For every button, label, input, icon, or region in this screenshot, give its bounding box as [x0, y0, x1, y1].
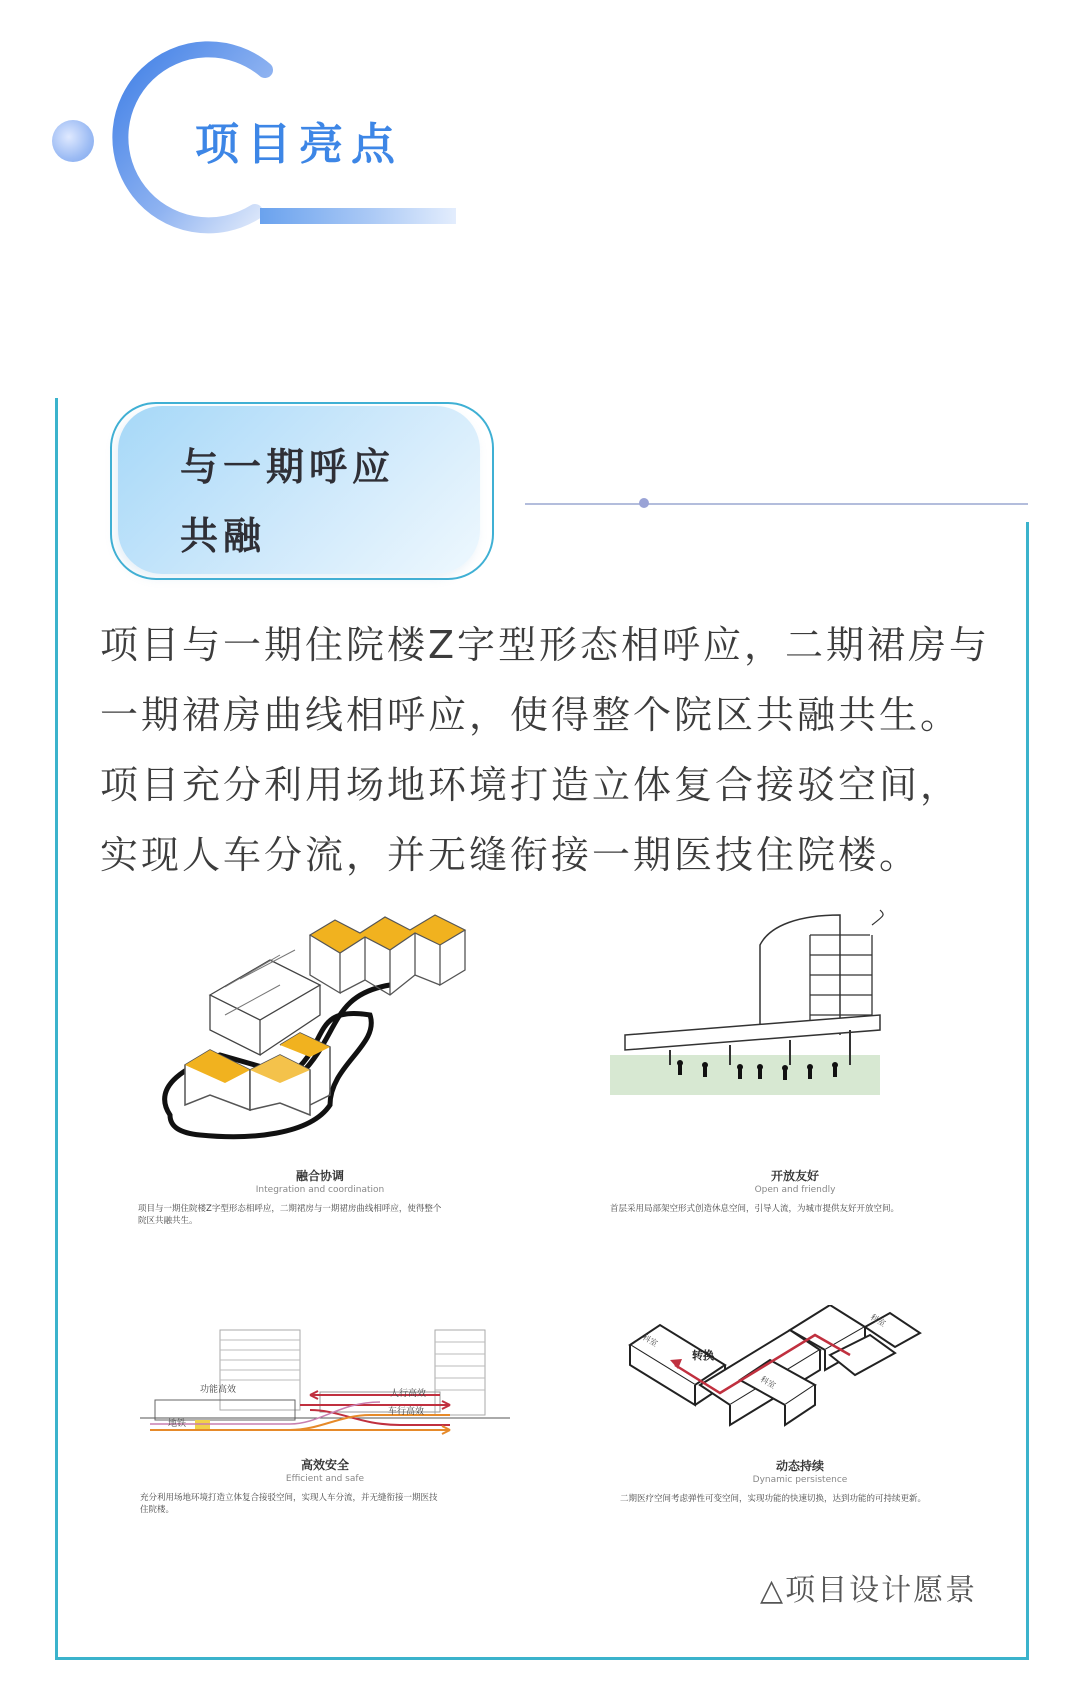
section-title-line1: 与一期呼应 [180, 445, 396, 489]
diagram-title: 动态持续 [775, 1459, 824, 1473]
card-frame-left [55, 398, 58, 1660]
paragraph-line: 实现人车分流，并无缝衔接一期医技住院楼。 [100, 833, 921, 877]
description-line: 住院楼。 [140, 1505, 175, 1515]
diagram-efficient-safe [140, 1320, 510, 1550]
description-line: 首层采用局部架空形式创造休息空间，引导人流，为城市提供友好开放空间。 [610, 1204, 900, 1214]
label-pedestrian: 人行高效 [390, 1389, 427, 1399]
figure-caption: △项目设计愿景 [760, 1573, 978, 1608]
description-line: 充分利用场地环境打造立体复合接驳空间，实现人车分流，并无缝衔接一期医技 [140, 1493, 438, 1503]
diagram-integration [130, 905, 510, 1235]
label-dept: 科室 [640, 1332, 660, 1349]
description-line: 院区共融共生。 [138, 1216, 198, 1226]
dynamic-persistence-illustration [620, 1305, 980, 1445]
diagram-description [610, 1203, 899, 1215]
label-subway: 地铁 [168, 1419, 187, 1429]
diagram-description [138, 1203, 441, 1227]
diagram-description [140, 1492, 438, 1516]
card-frame-bottom [55, 1657, 1029, 1660]
label-switch: 转换 [692, 1349, 714, 1362]
diagram-open-friendly [610, 905, 980, 1235]
page-title: 项目亮点 [195, 119, 403, 170]
efficient-safe-illustration [140, 1320, 510, 1450]
header-underline-bar [260, 208, 456, 224]
integration-illustration [130, 905, 510, 1155]
description-line: 二期医疗空间考虑弹性可变空间，实现功能的快速切换，达到功能的可持续更新。 [620, 1494, 927, 1504]
diagram-description [620, 1493, 926, 1505]
label-dept: 科室 [758, 1374, 778, 1391]
card-frame-right [1026, 522, 1029, 1660]
diagram-subtitle: Open and friendly [754, 1185, 836, 1195]
label-dept: 科室 [868, 1312, 888, 1329]
diagram-title: 融合协调 [295, 1169, 344, 1183]
diagram-subtitle: Dynamic persistence [752, 1475, 848, 1485]
paragraph-line: 一期裙房曲线相呼应，使得整个院区共融共生。 [100, 693, 962, 737]
label-vehicle: 车行高效 [388, 1407, 425, 1417]
section-title-line2: 共融 [180, 514, 267, 558]
diagram-subtitle: Integration and coordination [255, 1185, 385, 1195]
divider-dot [639, 498, 649, 508]
description-line: 项目与一期住院楼Z字型形态相呼应，二期裙房与一期裙房曲线相呼应，使得整个 [138, 1204, 442, 1214]
paragraph-line: 项目与一期住院楼Z字型形态相呼应，二期裙房与 [100, 623, 991, 667]
diagram-title: 开放友好 [770, 1169, 819, 1183]
diagram-title: 高效安全 [300, 1458, 349, 1472]
open-friendly-illustration [610, 905, 980, 1155]
diagram-dynamic-persistence [620, 1305, 980, 1550]
paragraph-line: 项目充分利用场地环境打造立体复合接驳空间， [100, 763, 962, 807]
label-function: 功能高效 [200, 1385, 237, 1395]
header-dot-decoration [52, 120, 94, 162]
section-divider [525, 503, 1028, 505]
section-paragraph [100, 610, 990, 890]
diagram-subtitle: Efficient and safe [285, 1474, 365, 1484]
